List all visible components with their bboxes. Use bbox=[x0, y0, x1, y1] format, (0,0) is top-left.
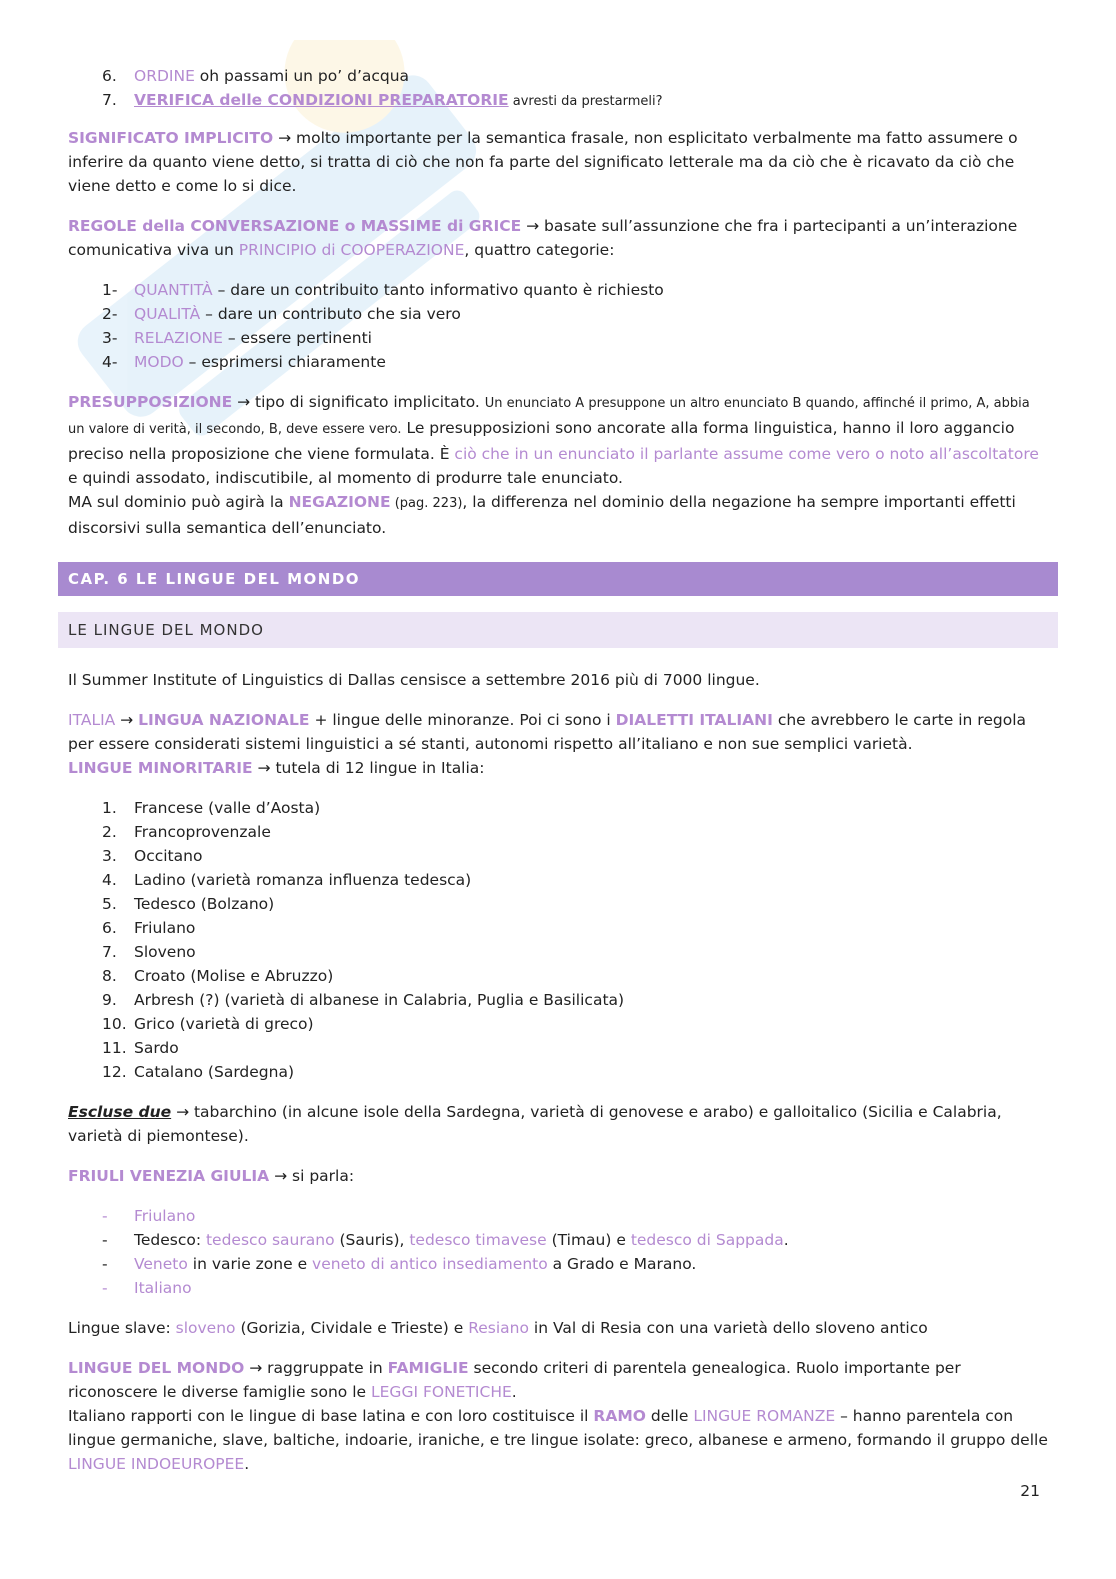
list-item: 4- MODO – esprimersi chiaramente bbox=[102, 353, 386, 371]
list-item: - Italiano bbox=[102, 1279, 192, 1297]
paragraph-sil: Il Summer Institute of Linguistics di Dallas censisce a settembre 2016 più di 7000 lingue. bbox=[68, 671, 760, 689]
chapter-heading: CAP. 6 LE LINGUE DEL MONDO bbox=[58, 562, 1058, 596]
list-item: 2- QUALITÀ – dare un contributo che sia vero bbox=[102, 305, 461, 323]
list-item: 10. Grico (varietà di greco) bbox=[102, 1015, 314, 1033]
paragraph-negazione: MA sul dominio può agirà la NEGAZIONE (pag. 223), la differenza nel dominio della negazione ha sempre importanti effetti discorsivi sulla semantica dell’enunciato. bbox=[68, 493, 1016, 537]
list-item: 1. Francese (valle d’Aosta) bbox=[102, 799, 321, 817]
list-item: - Veneto in varie zone e veneto di antico insediamento a Grado e Marano. bbox=[102, 1255, 697, 1273]
paragraph-mondo: LINGUE DEL MONDO → raggruppate in FAMIGLIE secondo criteri di parentela genealogica. Ruolo importante per riconoscere le diverse famiglie sono le LEGGI FONETICHE. bbox=[68, 1359, 961, 1401]
list-item: 11. Sardo bbox=[102, 1039, 179, 1057]
list-item: - Friulano bbox=[102, 1207, 196, 1225]
list-item: 1- QUANTITÀ – dare un contribuito tanto informativo quanto è richiesto bbox=[102, 281, 664, 299]
paragraph-grice: REGOLE della CONVERSAZIONE o MASSIME di GRICE → basate sull’assunzione che fra i partecipanti a un’interazione comunicativa viva un PRINCIPIO di COOPERAZIONE, quattro categorie: bbox=[68, 217, 1018, 259]
list-item: 3. Occitano bbox=[102, 847, 203, 865]
paragraph-implicito: SIGNIFICATO IMPLICITO → molto importante per la semantica frasale, non esplicitato verbalmente ma fatto assumere o inferire da quanto viene detto, si tratta di ciò che non fa parte del significato letterale ma da ciò che è ricavato da ciò che viene detto e come lo si dice. bbox=[68, 129, 1018, 195]
document-page bbox=[68, 64, 1048, 1476]
list-item: 6. ORDINE oh passami un po’ d’acqua bbox=[102, 67, 410, 85]
list-item: 7. Sloveno bbox=[102, 943, 196, 961]
list-item: 8. Croato (Molise e Abruzzo) bbox=[102, 967, 334, 985]
request-list bbox=[68, 64, 1048, 114]
section-heading: LE LINGUE DEL MONDO bbox=[58, 612, 1058, 648]
list-item: 5. Tedesco (Bolzano) bbox=[102, 895, 275, 913]
page-number: 21 bbox=[1020, 1482, 1040, 1500]
maxims-list bbox=[68, 278, 1048, 374]
friuli-list bbox=[68, 1204, 1048, 1300]
paragraph-italia: ITALIA → LINGUA NAZIONALE + lingue delle minoranze. Poi ci sono i DIALETTI ITALIANI che avrebbero le carte in regola per essere considerati sistemi linguistici a sé stanti, autonomi rispetto all’italiano e non sue semplici varietà. bbox=[68, 711, 1026, 753]
list-item: 12. Catalano (Sardegna) bbox=[102, 1063, 295, 1081]
list-item: 7. VERIFICA delle CONDIZIONI PREPARATORIE avresti da prestarmeli? bbox=[102, 91, 663, 109]
list-item: 4. Ladino (varietà romanza influenza tedesca) bbox=[102, 871, 472, 889]
minority-languages-list bbox=[68, 796, 1048, 1084]
paragraph-romanze: Italiano rapporti con le lingue di base latina e con loro costituisce il RAMO delle LINGUE ROMANZE – hanno parentela con lingue germaniche, slave, baltiche, indoarie, iraniche, e tre lingue isolate: greco, albanese e armeno, formando il gruppo delle LINGUE INDOEUROPEE. bbox=[68, 1407, 1048, 1473]
list-item: 2. Francoprovenzale bbox=[102, 823, 271, 841]
paragraph-slave: Lingue slave: sloveno (Gorizia, Cividale e Trieste) e Resiano in Val di Resia con una varietà dello sloveno antico bbox=[68, 1319, 928, 1337]
list-item: 9. Arbresh (?) (varietà di albanese in Calabria, Puglia e Basilicata) bbox=[102, 991, 625, 1009]
paragraph-friuli: FRIULI VENEZIA GIULIA → si parla: bbox=[68, 1167, 355, 1185]
paragraph-minoritarie: LINGUE MINORITARIE → tutela di 12 lingue in Italia: bbox=[68, 759, 485, 777]
paragraph-escluse: Escluse due → tabarchino (in alcune isole della Sardegna, varietà di genovese e arabo) e galloitalico (Sicilia e Calabria, varietà di piemontese). bbox=[68, 1103, 1002, 1145]
list-item: 6. Friulano bbox=[102, 919, 196, 937]
list-item: - Tedesco: tedesco sauranо (Sauris), tedesco timavese (Timau) e tedesco di Sappada. bbox=[102, 1231, 789, 1249]
list-item: 3- RELAZIONE – essere pertinenti bbox=[102, 329, 372, 347]
paragraph-presupposizione: PRESUPPOSIZIONE → tipo di significato implicitato. Un enunciato A presuppone un altro enunciato B quando, affinché il primo, A, abbia un valore di verità, il secondo, B, deve essere vero. Le presupposizioni sono ancorate alla forma linguistica, hanno il loro aggancio preciso nella proposizione che viene formulata. È ciò che in un enunciato il parlante assume come vero o noto all’ascoltatore e quindi assodato, indiscutibile, al momento di produrre tale enunciato. bbox=[68, 393, 1039, 487]
